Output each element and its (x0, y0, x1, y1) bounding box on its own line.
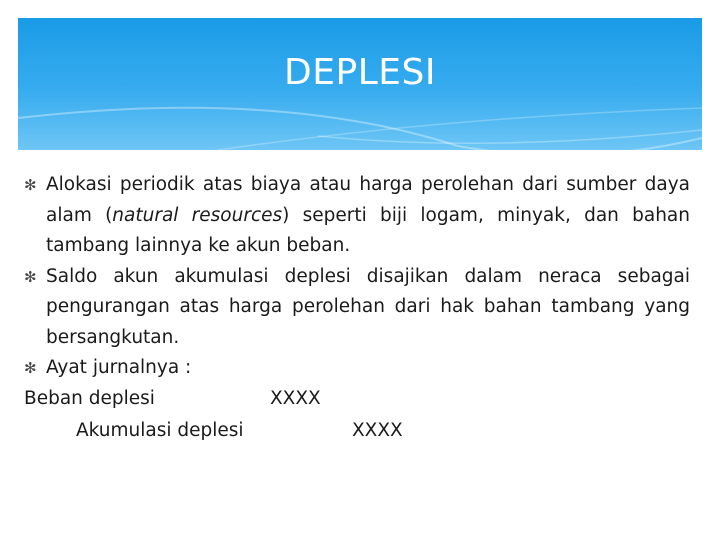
bullet-text-italic: natural resources (112, 204, 283, 226)
journal-account: Beban deplesi (24, 387, 155, 409)
bullet-text: Alokasi periodik atas biaya atau harga perolehan dari sumber daya alam ( (46, 174, 690, 226)
slide-content (24, 170, 690, 448)
bullet-item (24, 262, 690, 354)
journal-row-debit (24, 384, 690, 416)
journal-row-credit (24, 416, 690, 448)
bullet-star-icon: ✻ (24, 359, 37, 377)
bullet-text: Ayat jurnalnya : (46, 357, 192, 378)
journal-amount: XXXX (352, 419, 403, 441)
bullet-star-icon: ✻ (24, 267, 37, 286)
bullet-text: Saldo akun akumulasi deplesi disajikan dalam neraca sebagai pengurangan atas harga perolehan dari hak bahan tambang yang bersangkutan. (46, 265, 690, 348)
bullet-text: ) seperti biji logam, minyak, dan bahan tambang lainnya ke akun beban. (46, 204, 690, 256)
bullet-item (24, 170, 690, 262)
journal-account: Akumulasi deplesi (76, 419, 244, 441)
journal-amount: XXXX (270, 387, 321, 409)
bullet-item (24, 353, 690, 384)
slide-title: DEPLESI (284, 52, 436, 93)
bullet-star-icon: ✻ (24, 176, 37, 194)
